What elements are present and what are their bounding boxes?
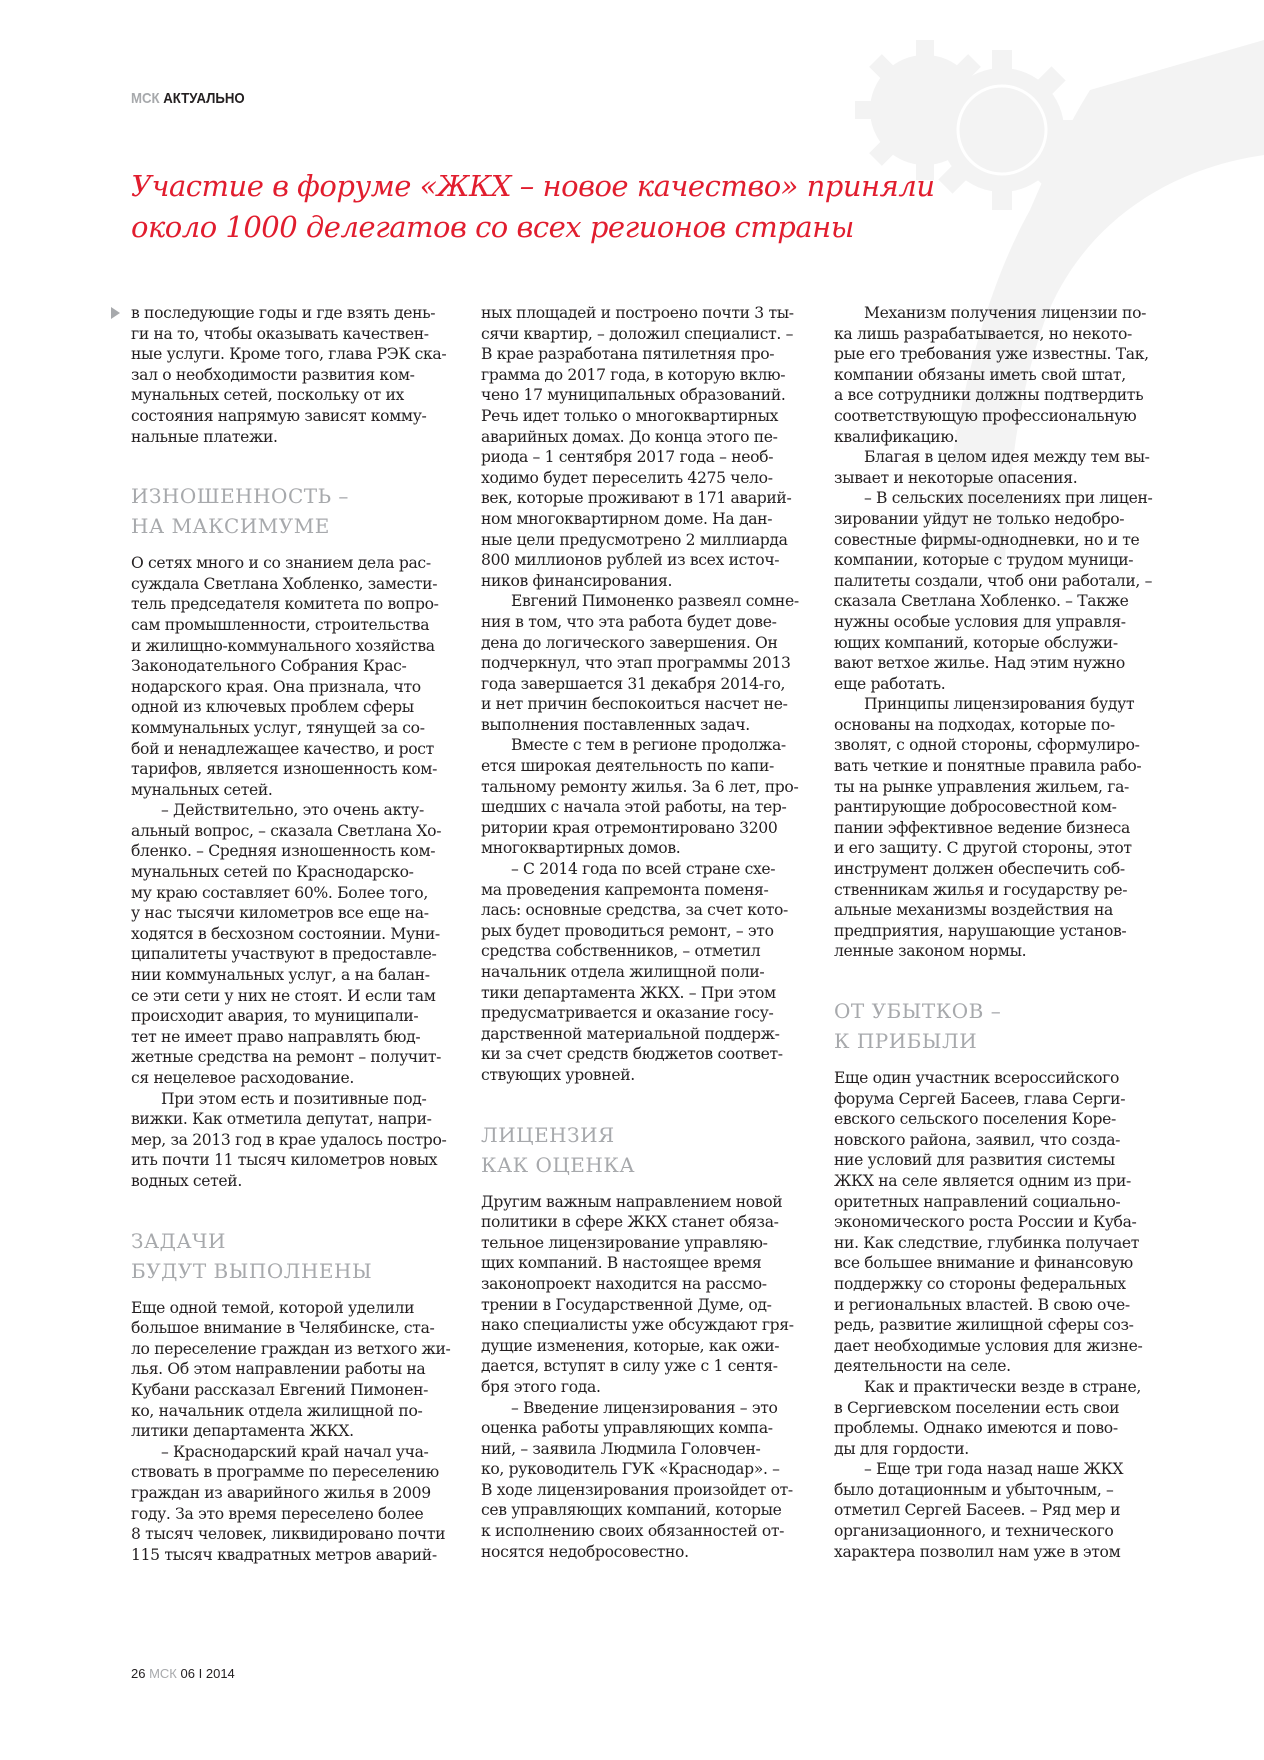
text-line: рантирующие добросовестной ком- — [834, 798, 1117, 817]
text-line: мунальных сетей. — [131, 780, 273, 799]
text-line: пании эффективное ведение бизнеса — [834, 818, 1130, 837]
page-number: 26 — [131, 1666, 146, 1681]
text-line: – Еще три года назад наше ЖКХ — [864, 1460, 1124, 1479]
text-line: характера позволил нам уже в этом — [834, 1542, 1121, 1561]
text-line: ные услуги. Кроме того, глава РЭК ска- — [131, 345, 447, 364]
text-line: альный вопрос, – сказала Светлана Хо- — [131, 821, 442, 840]
text-line: экономического роста России и Куба- — [834, 1213, 1137, 1232]
subheading-line: БУДУТ ВЫПОЛНЕНЫ — [131, 1258, 373, 1283]
text-line: ном многоквартирном доме. На дан- — [481, 509, 773, 528]
paragraph — [834, 303, 1149, 447]
text-line: ствующих уровней. — [481, 1065, 635, 1084]
text-line: – С 2014 года по всей стране схе- — [511, 860, 776, 879]
text-line: году. За это время переселено более — [131, 1504, 424, 1523]
text-line: форума Сергей Басеев, глава Серги- — [834, 1089, 1126, 1108]
text-line: ки за счет средств бюджетов соответ- — [481, 1045, 783, 1064]
text-line: сячи квартир, – доложил специалист. – — [481, 324, 794, 343]
text-line: ко, руководитель ГУК «Краснодар». – — [481, 1460, 780, 1479]
text-line: ся нецелевое расходование. — [131, 1069, 355, 1087]
text-line: Евгений Пимоненко развеял сомне- — [511, 592, 799, 611]
text-line: ственникам жилья и государству ре- — [834, 880, 1128, 899]
text-line: Законодательного Собрания Крас- — [131, 657, 407, 676]
text-line: рые его требования уже известны. Так, — [834, 345, 1149, 364]
text-line: проблемы. Однако имеются и пово- — [834, 1419, 1118, 1438]
text-line: риода – 1 сентября 2017 года – необ- — [481, 448, 774, 467]
text-line: большое внимание в Челябинске, ста- — [131, 1319, 435, 1338]
text-line: евского сельского поселения Коре- — [834, 1110, 1116, 1129]
text-line: все большее внимание и финансовую — [834, 1254, 1133, 1273]
text-line: ло переселение граждан из ветхого жи- — [131, 1339, 451, 1358]
text-line: палитеты создали, чтоб они работали, – — [834, 571, 1153, 590]
text-line: О сетях много и со знанием дела рас- — [131, 554, 431, 573]
text-line: мунальных сетей, поскольку от их — [131, 386, 404, 405]
text-line: ные цели предусмотрено 2 миллиарда — [481, 530, 788, 549]
text-line: сказала Светлана Хобленко. – Также — [834, 592, 1129, 611]
text-line: мунальных сетей по Краснодарско- — [131, 863, 414, 882]
text-line: – Действительно, это очень акту- — [161, 801, 424, 820]
text-line: Речь идет только о многоквартирных — [481, 406, 779, 425]
intro-paragraph — [131, 303, 447, 447]
text-line: 8 тысяч человек, ликвидировано почти — [131, 1525, 446, 1544]
issue-number: 06 — [180, 1666, 195, 1681]
text-line: дарственной материальной поддерж- — [481, 1024, 780, 1043]
text-line: Принципы лицензирования будут — [864, 695, 1135, 714]
text-line: вижки. Как отметила депутат, напри- — [131, 1110, 432, 1129]
text-line: соответствующую профессиональную — [834, 406, 1137, 425]
text-line: и его защиту. С другой стороны, этот — [834, 839, 1132, 858]
text-line: лась: основные средства, за счет кото- — [481, 901, 788, 920]
paragraph — [131, 1089, 447, 1192]
text-line: деятельности на селе. — [834, 1357, 1011, 1376]
text-line: В крае разработана пятилетняя про- — [481, 345, 775, 364]
section-label — [131, 90, 245, 107]
text-line: сев управляющих компаний, которые — [481, 1501, 782, 1520]
text-line: организационного, и технического — [834, 1522, 1114, 1541]
text-line: коммунальных услуг, тянущей за со- — [131, 718, 425, 737]
text-line: еще работать. — [834, 674, 946, 693]
text-line: вать четкие и понятные правила рабо- — [834, 757, 1142, 776]
text-line: бленко. – Средняя изношенность ком- — [131, 842, 436, 861]
text-line: оритетных направлений социально- — [834, 1192, 1121, 1211]
text-line: редь, развитие жилищной сферы соз- — [834, 1316, 1134, 1335]
text-line: аварийных домах. До конца этого пе- — [481, 427, 778, 446]
text-line: средства собственников, – отметил — [481, 942, 761, 961]
paragraph — [834, 488, 1153, 694]
paragraph — [481, 1398, 793, 1563]
text-line: отметил Сергей Басеев. – Ряд мер и — [834, 1501, 1121, 1520]
footer-brand: МСК — [149, 1666, 177, 1681]
text-line: бой и ненадлежащее качество, и рост — [131, 739, 434, 758]
paragraph — [481, 591, 799, 735]
text-line: в Сергиевском поселении есть свои — [834, 1398, 1120, 1417]
text-line: дается, вступят в силу уже с 1 сентя- — [481, 1357, 778, 1376]
text-line: Другим важным направлением новой — [481, 1192, 783, 1211]
text-line: Вместе с тем в регионе продолжа- — [511, 736, 786, 755]
text-line: Благая в целом идея между тем вы- — [864, 448, 1150, 467]
text-line: ходимо будет переселить 4275 чело- — [481, 468, 773, 487]
paragraph — [481, 1192, 794, 1398]
text-line: тельное лицензирование управляю- — [481, 1233, 768, 1252]
text-line: нужны особые условия для управля- — [834, 612, 1126, 631]
text-line: подчеркнул, что этап программы 2013 — [481, 654, 791, 673]
text-line: оценка работы управляющих компа- — [481, 1419, 773, 1438]
text-line: предприятия, нарушающие установ- — [834, 921, 1127, 940]
text-line: зировании уйдут не только недобро- — [834, 509, 1125, 528]
text-line: сам промышленности, строительства — [131, 615, 430, 634]
paragraph — [834, 447, 1150, 488]
text-line: 800 миллионов рублей из всех источ- — [481, 551, 780, 570]
column-1 — [131, 303, 451, 1565]
rubric-title: АКТУАЛЬНО — [163, 90, 245, 107]
text-line: му краю составляет 60%. Более того, — [131, 883, 428, 902]
text-line: предусматривается и оказание госу- — [481, 1004, 774, 1023]
text-line: начальник отдела жилищной поли- — [481, 963, 765, 981]
text-line: выполнения поставленных задач. — [481, 715, 750, 734]
text-line: квалификацию. — [834, 427, 959, 446]
text-line: ко, начальник отдела жилищной по- — [131, 1401, 423, 1420]
text-line: одной из ключевых проблем сферы — [131, 698, 414, 717]
subheading — [481, 1120, 781, 1180]
text-line: ципалитеты участвуют в предоставле- — [131, 945, 437, 964]
text-line: шедших с начала этой работы, на тер- — [481, 798, 787, 817]
text-line: дает необходимые условия для жизне- — [834, 1336, 1143, 1355]
paragraph — [131, 1442, 446, 1566]
text-line: нако специалисты уже обсуждают гря- — [481, 1316, 794, 1335]
text-line: ющих компаний, которые обслужи- — [834, 633, 1118, 652]
text-line: ЖКХ на селе является одним из при- — [834, 1171, 1131, 1190]
paragraph — [481, 735, 799, 859]
column-3 — [834, 303, 1153, 1562]
text-line: инструмент должен обеспечить соб- — [834, 860, 1125, 879]
text-line: трении в Государственной Думе, од- — [481, 1295, 772, 1314]
text-line: рых будет проводиться ремонт, – это — [481, 921, 774, 940]
text-line: тики департамента ЖКХ. – При этом — [481, 983, 776, 1002]
text-line: тет не имеет право направлять бюд- — [131, 1027, 421, 1046]
subheading-line: КАК ОЦЕНКА — [481, 1152, 635, 1177]
subheading — [131, 481, 431, 541]
text-line: совестные фирмы-однодневки, но и те — [834, 530, 1140, 549]
text-line: к исполнению своих обязанностей от- — [481, 1522, 785, 1541]
headline-line: около 1000 делегатов со всех регионов страны — [131, 210, 854, 244]
text-line: – В сельских поселениях при лицен- — [864, 489, 1153, 508]
text-line: чено 17 муниципальных образований. — [481, 386, 786, 405]
text-line: суждала Светлана Хобленко, замести- — [131, 574, 438, 593]
text-line: и региональных властей. В свою оче- — [834, 1295, 1130, 1314]
text-line: состояния напрямую зависят комму- — [131, 406, 427, 425]
text-line: Еще одной темой, которой уделили — [131, 1298, 415, 1317]
subheading-line: ИЗНОШЕННОСТЬ – — [131, 484, 349, 509]
text-line: нальные платежи. — [131, 427, 278, 446]
text-line: ется широкая деятельность по капи- — [481, 757, 774, 776]
text-line: ходятся в бесхозном состоянии. Муни- — [131, 924, 440, 943]
text-line: ты на рынке управления жильем, га- — [834, 777, 1129, 796]
text-line: бря этого года. — [481, 1377, 601, 1396]
text-line: законопроект находится на рассмо- — [481, 1274, 767, 1293]
text-line: компании обязаны иметь свой штат, — [834, 365, 1126, 384]
headline-line: Участие в форуме «ЖКХ – новое качество» приняли — [131, 169, 935, 203]
text-line: основаны на подходах, которые по- — [834, 715, 1115, 734]
text-line: ка лишь разрабатывается, но некото- — [834, 324, 1132, 343]
text-line: – Краснодарский край начал уча- — [161, 1442, 429, 1461]
paragraph — [834, 1459, 1134, 1562]
text-line: граждан из аварийного жилья в 2009 — [131, 1483, 431, 1502]
continuation-arrow-icon — [111, 307, 120, 319]
text-line: а все сотрудники должны подтвердить — [834, 386, 1144, 405]
text-line: ги на то, чтобы оказывать качествен- — [131, 324, 429, 343]
text-line: Кубани рассказал Евгений Пимонен- — [131, 1380, 429, 1399]
text-line: года завершается 31 декабря 2014-го, — [481, 674, 786, 693]
text-line: литики департамента ЖКХ. — [131, 1422, 354, 1441]
text-line: ленные законом нормы. — [834, 942, 1027, 961]
text-line: лья. Об этом направлении работы на — [131, 1360, 426, 1379]
text-line: зал о необходимости развития ком- — [131, 365, 415, 384]
text-line: ний, – заявила Людмила Головчен- — [481, 1439, 761, 1458]
text-line: политики в сфере ЖКХ станет обяза- — [481, 1213, 779, 1232]
subheading-line: К ПРИБЫЛИ — [834, 1029, 978, 1053]
text-line: При этом есть и позитивные под- — [161, 1089, 427, 1108]
text-line: водных сетей. — [131, 1171, 242, 1190]
paragraph — [834, 694, 1142, 962]
text-line: многоквартирных домов. — [481, 839, 681, 858]
paragraph — [481, 859, 788, 1086]
text-line: зволят, с одной стороны, сформулиро- — [834, 736, 1140, 755]
text-line: вают ветхое жилье. Над этим нужно — [834, 654, 1125, 673]
text-line: дена до логического завершения. Он — [481, 633, 778, 652]
text-line: ить почти 11 тысяч километров новых — [131, 1151, 438, 1170]
text-line: тарифов, является изношенность ком- — [131, 760, 437, 779]
subheading — [834, 996, 1134, 1056]
text-line: компании, которые с трудом муници- — [834, 551, 1134, 570]
article-headline — [131, 166, 935, 248]
text-line: ствовать в программе по переселению — [131, 1463, 439, 1482]
text-line: носятся недобросовестно. — [481, 1542, 689, 1561]
text-line: щих компаний. В настоящее время — [481, 1254, 762, 1273]
text-line: и нет причин беспокоиться насчет не- — [481, 695, 788, 714]
text-line: Как и практически везде в стране, — [864, 1377, 1141, 1396]
text-line: тальному ремонту жилья. За 6 лет, про- — [481, 777, 799, 796]
text-line: и жилищно-коммунального хозяйства — [131, 636, 435, 655]
text-line: альные механизмы воздействия на — [834, 901, 1113, 920]
text-line: зывает и некоторые опасения. — [834, 468, 1078, 487]
paragraph — [481, 303, 794, 591]
paragraph — [834, 1377, 1141, 1459]
page-footer — [131, 1666, 235, 1681]
text-line: ния в том, что эта работа будет дове- — [481, 612, 777, 631]
paragraph — [834, 1068, 1143, 1377]
text-line: В ходе лицензирования произойдет от- — [481, 1480, 793, 1499]
subheading-line: ЗАДАЧИ — [131, 1228, 226, 1253]
text-line: ды для гордости. — [834, 1439, 969, 1458]
text-line: жетные средства на ремонт – получит- — [131, 1048, 442, 1067]
text-line: мер, за 2013 год в крае удалось постро- — [131, 1130, 447, 1149]
text-line: се эти сети у них не стоят. И если там — [131, 986, 436, 1005]
text-line: у нас тысячи километров все еще на- — [131, 904, 429, 923]
text-line: Еще один участник всероссийского — [834, 1069, 1120, 1087]
text-line: ние условий для развития системы — [834, 1151, 1115, 1170]
text-line: ма проведения капремонта поменя- — [481, 880, 769, 899]
text-line: поддержку со стороны федеральных — [834, 1274, 1126, 1293]
text-line: нодарского края. Она признала, что — [131, 677, 421, 696]
text-line: происходит авария, то муниципали- — [131, 1007, 419, 1026]
text-line: Механизм получения лицензии по- — [864, 304, 1147, 322]
column-2 — [481, 303, 799, 1562]
paragraph — [131, 553, 439, 800]
text-line: 115 тысяч квадратных метров аварий- — [131, 1545, 437, 1564]
text-line: было дотационным и убыточным, – — [834, 1480, 1114, 1499]
text-line: век, которые проживают в 171 аварий- — [481, 489, 792, 508]
paragraph — [131, 1298, 451, 1442]
text-line: в последующие годы и где взять день- — [131, 304, 436, 322]
subheading-line: ЛИЦЕНЗИЯ — [481, 1122, 615, 1147]
text-line: грамма до 2017 года, в которую вклю- — [481, 365, 786, 384]
subheading — [131, 1226, 431, 1286]
text-line: – Введение лицензирования – это — [511, 1398, 778, 1417]
text-line: ных площадей и построено почти 3 ты- — [481, 304, 794, 322]
subheading-line: НА МАКСИМУМЕ — [131, 514, 330, 539]
text-line: ни. Как следствие, глубинка получает — [834, 1233, 1140, 1252]
magazine-brand: МСК — [131, 90, 160, 107]
text-line: нии коммунальных услуг, а на балан- — [131, 966, 430, 985]
text-line: дущие изменения, которые, как ожи- — [481, 1336, 780, 1355]
issue-year: 2014 — [205, 1666, 235, 1681]
text-line: ников финансирования. — [481, 571, 673, 590]
text-line: тель председателя комитета по вопро- — [131, 595, 439, 614]
text-line: новского района, заявил, что созда- — [834, 1130, 1121, 1149]
footer-separator: I — [198, 1666, 203, 1681]
paragraph — [131, 800, 442, 1088]
text-line: ритории края отремонтировано 3200 — [481, 818, 778, 837]
subheading-line: ОТ УБЫТКОВ – — [834, 999, 1002, 1023]
